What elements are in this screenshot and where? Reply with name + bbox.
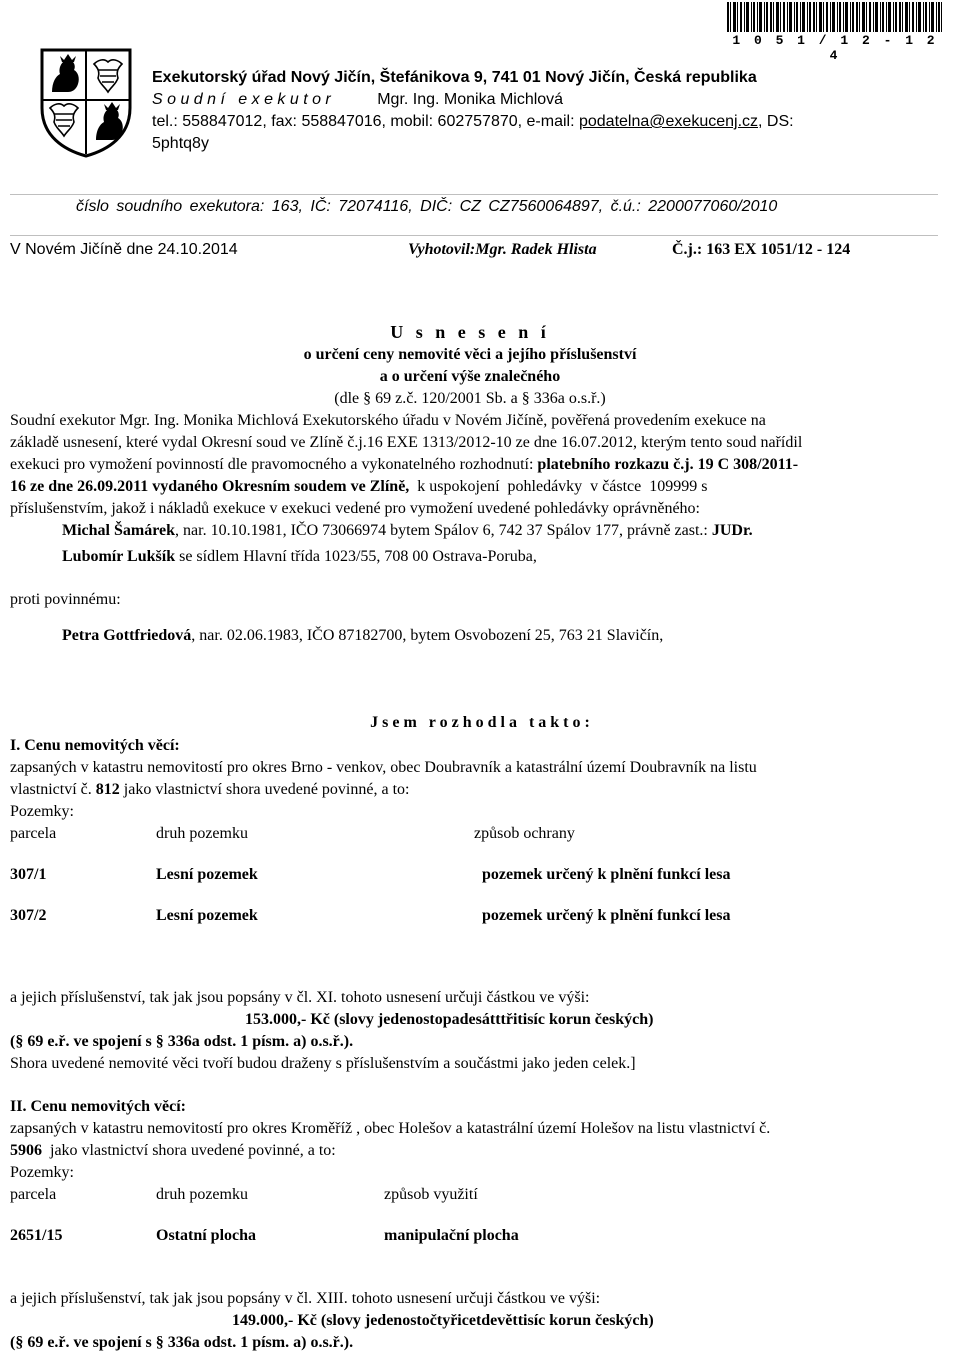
executor-line (152, 91, 563, 109)
ownership-rest: jako vlastnictví shora uvedené povinné, a to: (119, 781, 410, 798)
parcel-protection: pozemek určený k plnění funkcí lesa (482, 866, 731, 883)
section-1-land-label: Pozemky: (10, 803, 74, 820)
section-2-amount: 149.000,- Kč (slovy jedenostočtyřicetdevěttisíc korun českých) (232, 1312, 654, 1329)
ownership-number: 812 (95, 781, 120, 798)
barcode-number: 1 0 5 1 / 1 2 - 1 2 4 (732, 33, 938, 63)
creditor-details: , nar. 10.10.1981, IČO 73066974 bytem Spálov 6, 742 37 Spálov 177, právně zast.: (175, 522, 712, 539)
claim-amount: k uspokojení pohledávky v částce 109999 s (409, 478, 708, 495)
ds-label: , DS: (758, 113, 794, 130)
parcel-type: Ostatní plocha (156, 1227, 257, 1244)
divider-top (10, 194, 938, 195)
attorney-title: JUDr. (711, 522, 753, 539)
col-protection: způsob ochrany (474, 825, 575, 842)
col-parcel: parcela (10, 825, 57, 842)
barcode (727, 2, 942, 32)
creditor-name: Michal Šamárek (62, 522, 176, 539)
section-1-legal-ref: (§ 69 e.ř. ve spojení s § 336a odst. 1 písm. a) o.s.ř.). (10, 1033, 354, 1050)
payment-order-date: 16 ze dne 26.09.2011 vydaného Okresním soudem ve Zlíně, (10, 478, 410, 495)
col-land-type: druh pozemku (156, 825, 248, 842)
body-line-4 (10, 478, 707, 496)
col-use: způsob využití (384, 1186, 478, 1203)
attorney-line (62, 548, 537, 566)
body-line-1: Soudní exekutor Mgr. Ing. Monika Michlová Exekutorského úřadu v Novém Jičíně, pověřená provedením exekuce na (10, 412, 766, 429)
col-parcel: parcela (10, 1186, 57, 1203)
section-2-heading: II. Cenu nemovitých věcí: (10, 1098, 186, 1115)
section-1-heading: I. Cenu nemovitých věcí: (10, 737, 180, 754)
executor-ids: číslo soudního exekutora: 163, IČ: 72074116, DIČ: CZ CZ7560064897, č.ú.: 2200077060/2010 (76, 198, 778, 215)
body-line-3 (10, 456, 798, 474)
section-1-amount: 153.000,- Kč (slovy jedenostopadesátttřitisíc korun českých) (245, 1011, 654, 1028)
case-number: Č.j.: 163 EX 1051/12 - 124 (672, 241, 851, 258)
debtor-details: , nar. 02.06.1983, IČO 87182700, bytem Osvobození 25, 763 21 Slavičín, (191, 627, 664, 644)
body-line-5: příslušenstvím, jakož i nákladů exekuce v exekuci vedené pro vymožení uvedené pohledávky oprávněného: (10, 500, 700, 517)
parcel-number: 2651/15 (10, 1227, 63, 1244)
parcel-use: manipulační plocha (384, 1227, 519, 1244)
coat-of-arms-emblem (38, 46, 134, 158)
executor-label: S o u d n í e x e k u t o r (152, 91, 331, 108)
contacts-text: tel.: 558847012, fax: 558847016, mobil: 602757870, e-mail: (152, 113, 579, 130)
title-sub-1: o určení ceny nemovité věci a jejího příslušenství (303, 346, 637, 363)
parcel-number: 307/2 (10, 907, 47, 924)
ownership-number: 5906 (10, 1142, 42, 1159)
title-sub-2: a o určení výše znalečného (379, 368, 561, 385)
decision-heading: J s e m r o z h o d l a t a k t o : (370, 714, 590, 731)
attorney-name: Lubomír Lukšík (62, 548, 176, 565)
section-2-legal-ref: (§ 69 e.ř. ve spojení s § 336a odst. 1 písm. a) o.s.ř.). (10, 1334, 354, 1351)
parcel-type: Lesní pozemek (156, 866, 258, 883)
prepared-by: Vyhotovil:Mgr. Radek Hlista (408, 241, 597, 258)
document-title: U s n e s e n í (390, 322, 550, 342)
section-1-text-2 (10, 781, 409, 799)
creditor-line (62, 522, 753, 540)
body-line-3-text: exekuci pro vymožení povinností dle pravomocného a vykonatelného rozhodnutí: (10, 456, 538, 473)
section-2-text-1: zapsaných v katastru nemovitostí pro okres Kroměříž , obec Holešov a katastrální území Holešov na listu vlastnictví č. (10, 1120, 771, 1137)
attorney-address: se sídlem Hlavní třída 1023/55, 708 00 Ostrava-Poruba, (175, 548, 537, 565)
executor-name: Mgr. Ing. Monika Michlová (377, 91, 564, 108)
section-2-land-label: Pozemky: (10, 1164, 74, 1181)
email-link[interactable]: podatelna@exekucenj.cz (578, 113, 759, 130)
ds-id: 5phtq8y (152, 135, 209, 152)
parcel-protection: pozemek určený k plnění funkcí lesa (482, 907, 731, 924)
section-1-text-1: zapsaných v katastru nemovitostí pro okres Brno - venkov, obec Doubravník a katastrální území Doubravník na listu (10, 759, 757, 776)
contacts-line (152, 113, 794, 131)
debtor-name: Petra Gottfriedová (62, 627, 192, 644)
section-2-value-1: a jejich příslušenství, tak jak jsou popsány v čl. XIII. tohoto usnesení určuji částkou ve výši: (10, 1290, 601, 1307)
section-1-note: Shora uvedené nemovité věci tvoří budou draženy s příslušenstvím a součástmi jako jeden celek.] (10, 1055, 636, 1072)
ownership-label: vlastnictví č. (10, 781, 96, 798)
divider-bottom (10, 235, 938, 236)
payment-order: platebního rozkazu č.j. 19 C 308/2011- (537, 456, 799, 473)
parcel-number: 307/1 (10, 866, 47, 883)
body-line-2: základě usnesení, které vydal Okresní soud ve Zlíně č.j.16 EXE 1313/2012-10 ze dne 16.07.2012, kterým tento soud nařídil (10, 434, 803, 451)
col-land-type: druh pozemku (156, 1186, 248, 1203)
ownership-rest: jako vlastnictví shora uvedené povinné, a to: (42, 1142, 336, 1159)
section-2-text-2 (10, 1142, 336, 1160)
title-sub-3: (dle § 69 z.č. 120/2001 Sb. a § 336a o.s.ř.) (334, 390, 606, 407)
parcel-type: Lesní pozemek (156, 907, 258, 924)
against-label: proti povinnému: (10, 591, 121, 608)
place-date: V Novém Jičíně dne 24.10.2014 (10, 241, 238, 258)
debtor-line (62, 627, 663, 645)
office-address: Exekutorský úřad Nový Jičín, Štefánikova 9, 741 01 Nový Jičín, Česká republika (152, 69, 757, 86)
section-1-value-1: a jejich příslušenství, tak jak jsou popsány v čl. XI. tohoto usnesení určuji částkou ve výši: (10, 989, 590, 1006)
